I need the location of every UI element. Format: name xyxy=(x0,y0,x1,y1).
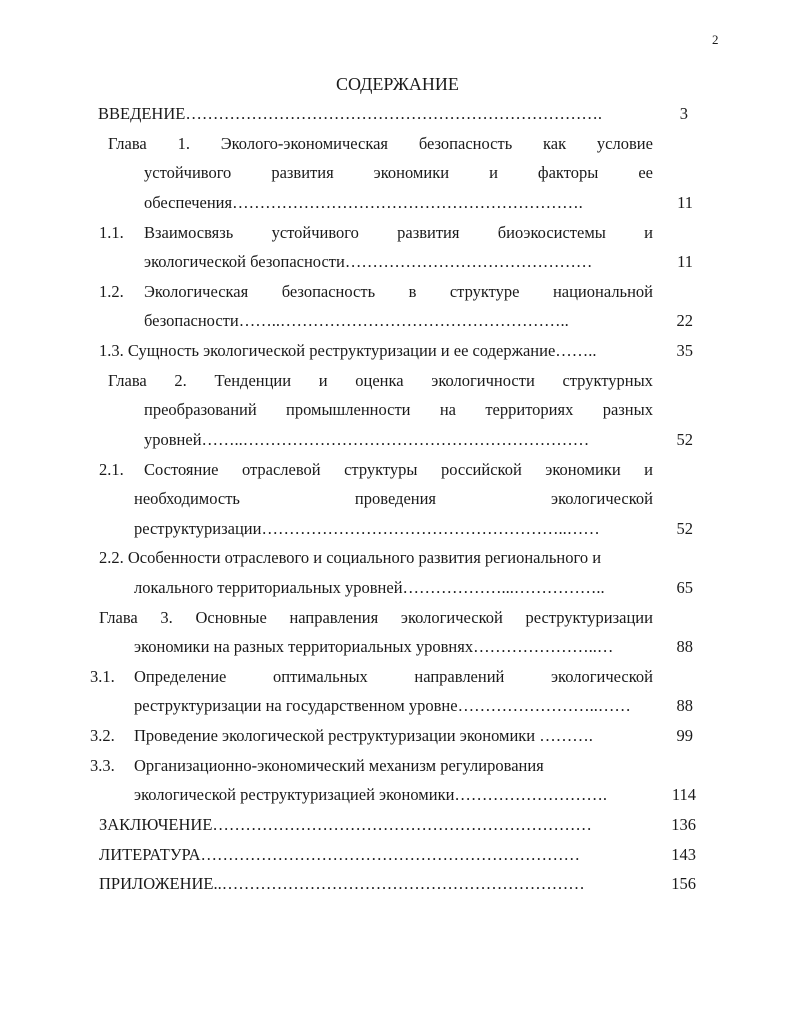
toc-page-number: 52 xyxy=(676,519,693,538)
word: экономики xyxy=(545,460,621,479)
toc-page-number: 3 xyxy=(679,104,688,123)
toc-literature: ЛИТЕРАТУРА…………………………………………………………… xyxy=(99,845,581,864)
word: Основные xyxy=(195,608,267,627)
word: реструктуризации xyxy=(525,608,653,627)
word: проведения xyxy=(354,489,437,508)
toc-page-number: 114 xyxy=(671,785,696,804)
toc-page-number: 88 xyxy=(676,696,693,715)
word: экологичности xyxy=(431,371,535,390)
toc-page-number: 22 xyxy=(676,311,693,330)
toc-section-1-3: 1.3. Сущность экологической реструктуризации и ее содержание…….. xyxy=(99,341,597,360)
toc-chapter-1-line-2 xyxy=(144,162,653,184)
word: экологической xyxy=(551,489,653,508)
word: 1. xyxy=(177,134,190,153)
toc-page-number: 11 xyxy=(677,193,693,212)
toc-page-number: 156 xyxy=(671,874,696,893)
word: отраслевой xyxy=(241,460,321,479)
toc-section-2-1-line-2 xyxy=(134,488,653,510)
word: направлений xyxy=(414,667,505,686)
toc-title: СОДЕРЖАНИЕ xyxy=(336,74,459,94)
toc-section-number: 3.1. xyxy=(90,667,115,686)
toc-section-3-1-line-1 xyxy=(134,666,653,688)
word: национальной xyxy=(552,282,653,301)
toc-chapter-3-line-2: экономики на разных территориальных уровнях…………………..… xyxy=(134,637,614,656)
word: как xyxy=(543,134,567,153)
word: Определение xyxy=(134,667,227,686)
toc-page-number: 52 xyxy=(676,430,693,449)
word: 2. xyxy=(174,371,187,390)
word: Тенденции xyxy=(214,371,292,390)
word: устойчивого xyxy=(271,223,359,242)
toc-section-number: 3.2. xyxy=(90,726,115,745)
word: оценка xyxy=(355,371,404,390)
word: структурных xyxy=(562,371,653,390)
toc-page-number: 88 xyxy=(676,637,693,656)
toc-page-number: 65 xyxy=(676,578,693,597)
toc-section-2-1-line-1 xyxy=(144,459,653,481)
toc-section-3-3-line-2: экологической реструктуризацией экономики………………………. xyxy=(134,785,608,804)
toc-chapter-1-line-1 xyxy=(108,133,653,155)
word: структуре xyxy=(449,282,520,301)
toc-chapter-1-line-3: обеспечения………………………………………………………. xyxy=(144,193,583,212)
word: Глава xyxy=(99,608,138,627)
word: безопасность xyxy=(418,134,513,153)
word: и xyxy=(644,223,653,242)
toc-section-1-2-line-1 xyxy=(144,281,653,303)
word: безопасность xyxy=(281,282,376,301)
page-number: 2 xyxy=(712,32,719,47)
word: Эколого-экономическая xyxy=(220,134,389,153)
toc-chapter-2-line-2 xyxy=(144,399,653,421)
word: экономики xyxy=(373,163,450,182)
word: структуры xyxy=(344,460,418,479)
word: направления xyxy=(289,608,379,627)
word: условие xyxy=(596,134,653,153)
toc-page-number: 136 xyxy=(671,815,696,834)
word: промышленности xyxy=(286,400,411,419)
toc-page-number: 99 xyxy=(676,726,693,745)
word: и xyxy=(489,163,498,182)
word: разных xyxy=(602,400,653,419)
word: Взаимосвязь xyxy=(144,223,234,242)
word: биоэкосистемы xyxy=(497,223,606,242)
word: и xyxy=(644,460,653,479)
word: экологической xyxy=(550,667,653,686)
word: территориях xyxy=(485,400,574,419)
toc-page-number: 11 xyxy=(677,252,693,271)
word: экологической xyxy=(400,608,503,627)
word: необходимость xyxy=(134,489,240,508)
toc-conclusion: ЗАКЛЮЧЕНИЕ…………………………………………………………… xyxy=(99,815,592,834)
word: 3. xyxy=(160,608,173,627)
toc-section-1-2-line-2: безопасности……..…………………………………………….. xyxy=(144,311,569,330)
word: факторы xyxy=(537,163,599,182)
toc-section-1-1-line-2: экологической безопасности……………………………………… xyxy=(144,252,593,271)
word: и xyxy=(318,371,328,390)
toc-section-3-3-line-1: Организационно-экономический механизм регулирования xyxy=(134,756,544,775)
toc-section-number: 1.2. xyxy=(99,282,124,301)
toc-page-number: 143 xyxy=(671,845,696,864)
word: оптимальных xyxy=(272,667,368,686)
word: преобразований xyxy=(144,400,257,419)
word: Глава xyxy=(108,371,147,390)
toc-section-number: 2.1. xyxy=(99,460,124,479)
word: ее xyxy=(638,163,653,182)
toc-section-1-1-line-1 xyxy=(144,222,653,244)
word: устойчивого xyxy=(144,163,232,182)
toc-section-2-2-line-1: 2.2. Особенности отраслевого и социального развития регионального и xyxy=(99,548,602,567)
word: развития xyxy=(397,223,460,242)
toc-section-3-2: Проведение экологической реструктуризации экономики ………. xyxy=(134,726,593,745)
word: российской xyxy=(440,460,522,479)
word: Экологическая xyxy=(144,282,249,301)
toc-chapter-2-line-3: уровней……..……………………………………………………… xyxy=(144,430,590,449)
word: в xyxy=(408,282,417,301)
word: развития xyxy=(271,163,334,182)
word: Глава xyxy=(108,134,147,153)
toc-appendix: ПРИЛОЖЕНИЕ..………………………………………………………… xyxy=(99,874,585,893)
toc-section-3-1-line-2: реструктуризации на государственном уровне……………………..…… xyxy=(134,696,631,715)
word: Состояние xyxy=(144,460,219,479)
word: на xyxy=(439,400,456,419)
toc-chapter-3-line-1 xyxy=(99,607,653,629)
toc-chapter-2-line-1 xyxy=(108,370,653,392)
toc-page-number: 35 xyxy=(676,341,693,360)
toc-section-number: 3.3. xyxy=(90,756,115,775)
toc-section-number: 1.1. xyxy=(99,223,124,242)
toc-section-2-2-line-2: локального территориальных уровней………………...…………….. xyxy=(134,578,605,597)
toc-intro: ВВЕДЕНИЕ…………………………………………………………………. xyxy=(98,104,602,123)
toc-section-2-1-line-3: реструктуризации………………………………………………..…… xyxy=(134,519,600,538)
